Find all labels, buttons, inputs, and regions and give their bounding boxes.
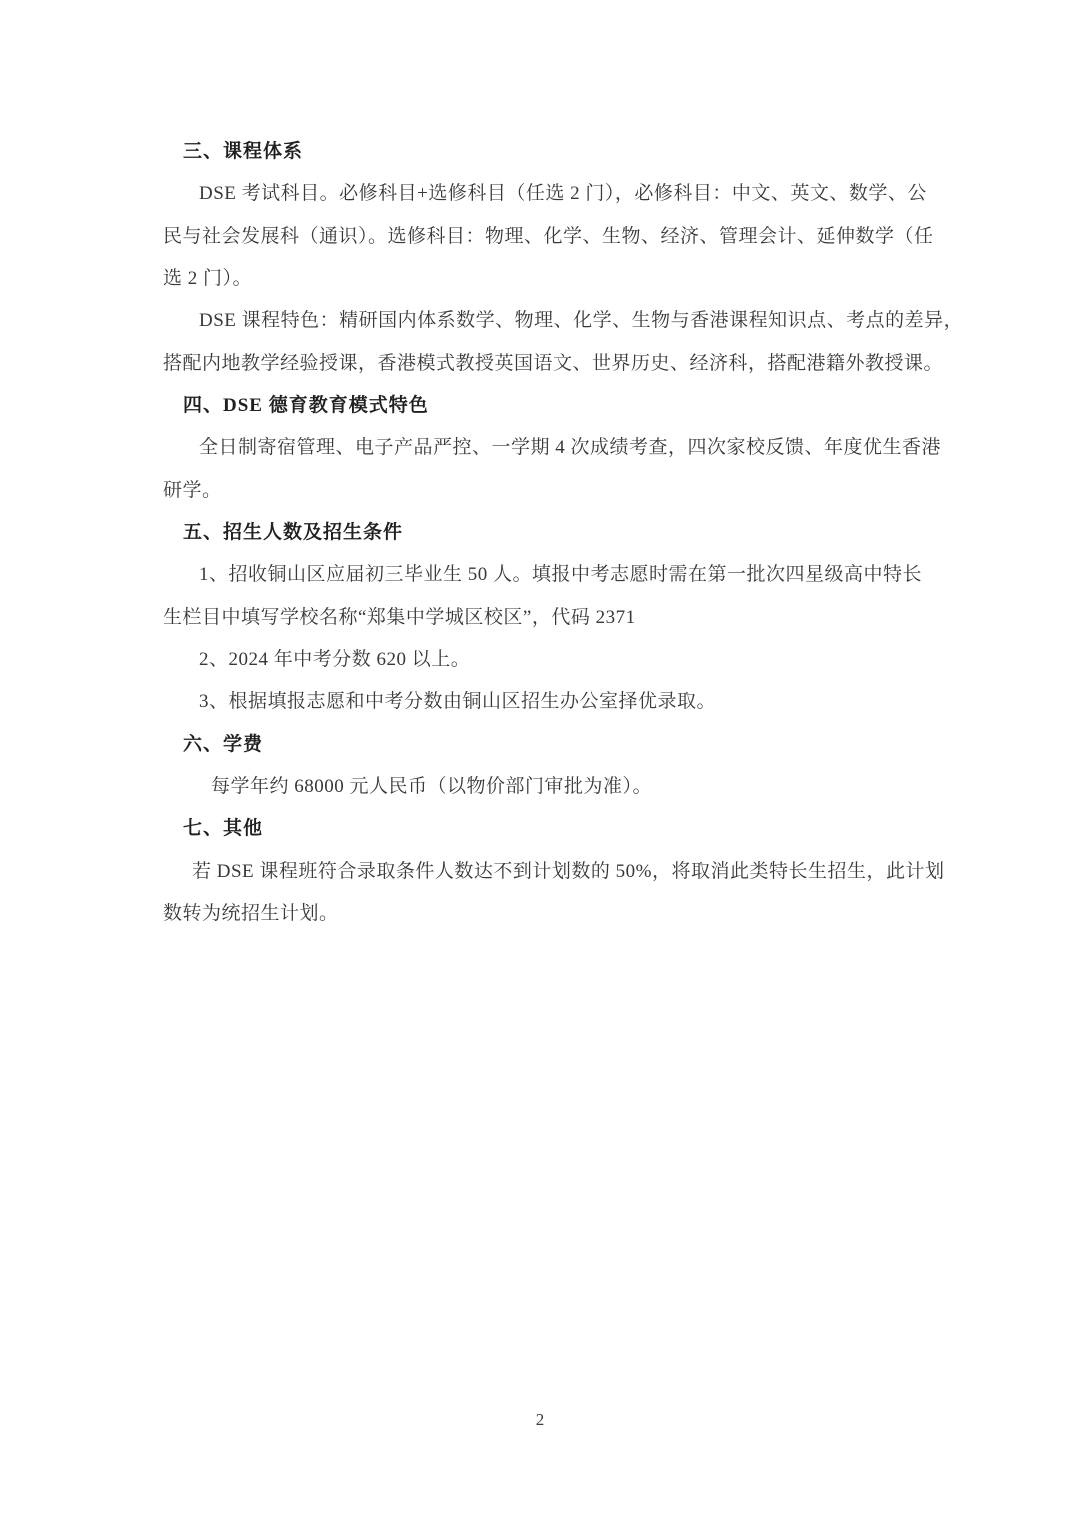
- paragraph-line: 生栏目中填写学校名称“郑集中学城区校区”，代码 2371: [163, 606, 636, 628]
- document-body: [163, 131, 964, 935]
- paragraph-line: 1、招收铜山区应届初三毕业生 50 人。填报中考志愿时需在第一批次四星级高中特长: [199, 564, 923, 586]
- paragraph-line: 选 2 门）。: [163, 267, 253, 289]
- paragraph-line: 数转为统招生计划。: [163, 902, 339, 924]
- section-heading-curriculum: 三、课程体系: [183, 141, 304, 162]
- paragraph-line: 研学。: [163, 479, 222, 501]
- paragraph-line: DSE 课程特色：精研国内体系数学、物理、化学、生物与香港课程知识点、考点的差异，: [199, 310, 964, 332]
- page-number: 2: [535, 1410, 545, 1429]
- section-heading-other: 七、其他: [183, 818, 264, 840]
- section-heading-enrollment: 五、招生人数及招生条件: [183, 521, 404, 543]
- paragraph-line: DSE 考试科目。必修科目+选修科目（任选 2 门），必修科目：中文、英文、数学、公: [199, 183, 927, 205]
- section-heading-tuition: 六、学费: [183, 733, 264, 755]
- paragraph-line: 每学年约 68000 元人民币（以物价部门审批为准）。: [211, 775, 653, 797]
- paragraph-line: 2、2024 年中考分数 620 以上。: [199, 648, 471, 670]
- paragraph-line: 民与社会发展科（通识）。选修科目：物理、化学、生物、经济、管理会计、延伸数学（任: [163, 225, 934, 247]
- paragraph-line: 3、根据填报志愿和中考分数由铜山区招生办公室择优录取。: [199, 691, 717, 713]
- paragraph-line: 搭配内地教学经验授课，香港模式教授英国语文、世界历史、经济科，搭配港籍外教授课。: [163, 352, 944, 374]
- paragraph-line: 全日制寄宿管理、电子产品严控、一学期 4 次成绩考查，四次家校反馈、年度优生香港: [199, 437, 942, 459]
- section-heading-moral-education: 四、DSE 德育教育模式特色: [183, 394, 429, 416]
- paragraph-line: 若 DSE 课程班符合录取条件人数达不到计划数的 50%，将取消此类特长生招生，此计划: [192, 860, 945, 882]
